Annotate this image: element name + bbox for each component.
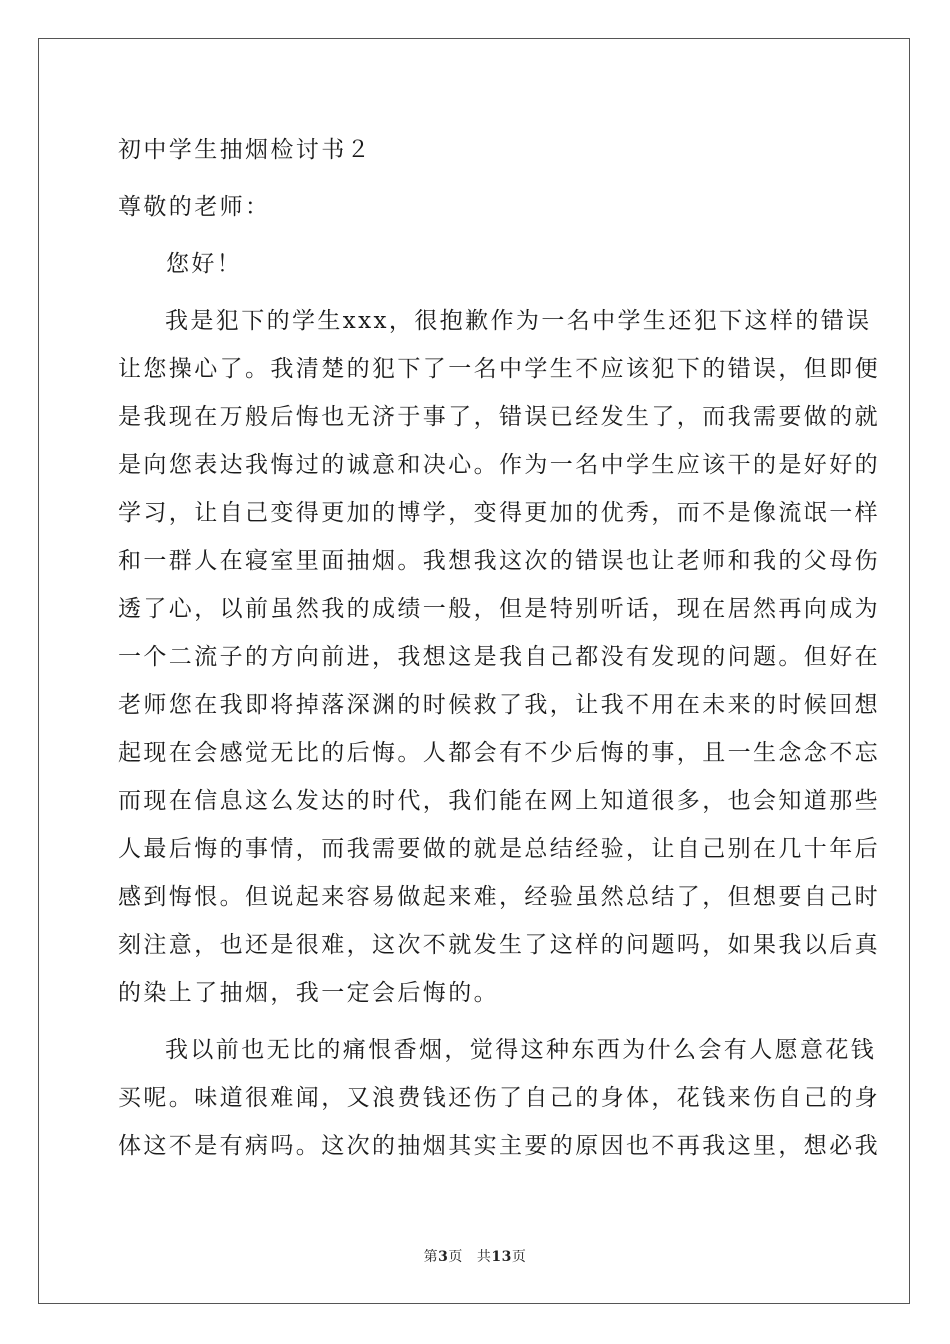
text-line: 一个二流子的方向前进，我想这是我自己都没有发现的问题。但好在	[118, 644, 880, 670]
text-line: 起现在会感觉无比的后悔。人都会有不少后悔的事，且一生念念不忘	[118, 740, 880, 766]
page-suffix: 页	[448, 1249, 463, 1265]
text-line: 学习，让自己变得更加的博学，变得更加的优秀，而不是像流氓一样	[118, 500, 880, 526]
total-suffix: 页	[511, 1249, 527, 1265]
text-line: 老师您在我即将掉落深渊的时候救了我，让我不用在未来的时候回想	[118, 692, 880, 718]
text-line: 我以前也无比的痛恨香烟，觉得这种东西为什么会有人愿意花钱	[165, 1037, 877, 1063]
document-title: 初中学生抽烟检讨书２	[118, 137, 372, 163]
text-line: 让您操心了。我清楚的犯下了一名中学生不应该犯下的错误，但即便	[118, 356, 880, 382]
page-prefix: 第	[423, 1249, 439, 1265]
text-line: 体这不是有病吗。这次的抽烟其实主要的原因也不再我这里，想必我	[118, 1133, 880, 1159]
paragraph-2	[118, 1026, 880, 1170]
paragraph-1	[118, 297, 880, 1017]
text-line: 而现在信息这么发达的时代，我们能在网上知道很多，也会知道那些	[118, 788, 880, 814]
current-page-number: 3	[438, 1249, 449, 1265]
text-line: 的染上了抽烟，我一定会后悔的。	[118, 980, 499, 1006]
salutation: 尊敬的老师：	[118, 194, 271, 220]
document-body	[118, 126, 880, 1170]
text-line: 透了心，以前虽然我的成绩一般，但是特别听话，现在居然再向成为	[118, 596, 880, 622]
text-line: 和一群人在寝室里面抽烟。我想我这次的错误也让老师和我的父母伤	[118, 548, 880, 574]
text-line: 是我现在万般后悔也无济于事了，错误已经发生了，而我需要做的就	[118, 404, 880, 430]
total-page-count: 13	[491, 1249, 512, 1265]
page-footer	[0, 1246, 950, 1266]
text-line: 是向您表达我悔过的诚意和决心。作为一名中学生应该干的是好好的	[118, 452, 880, 478]
text-line: 感到悔恨。但说起来容易做起来难，经验虽然总结了，但想要自己时	[118, 884, 880, 910]
greeting: 您好！	[166, 251, 243, 277]
text-line: 买呢。味道很难闻，又浪费钱还伤了自己的身体，花钱来伤自己的身	[118, 1085, 880, 1111]
total-prefix: 共	[476, 1249, 492, 1265]
text-line: 刻注意，也还是很难，这次不就发生了这样的问题吗，如果我以后真	[118, 932, 880, 958]
text-line: 我是犯下的学生xxx，很抱歉作为一名中学生还犯下这样的错误	[165, 308, 872, 334]
text-line: 人最后悔的事情，而我需要做的就是总结经验，让自己别在几十年后	[118, 836, 880, 862]
